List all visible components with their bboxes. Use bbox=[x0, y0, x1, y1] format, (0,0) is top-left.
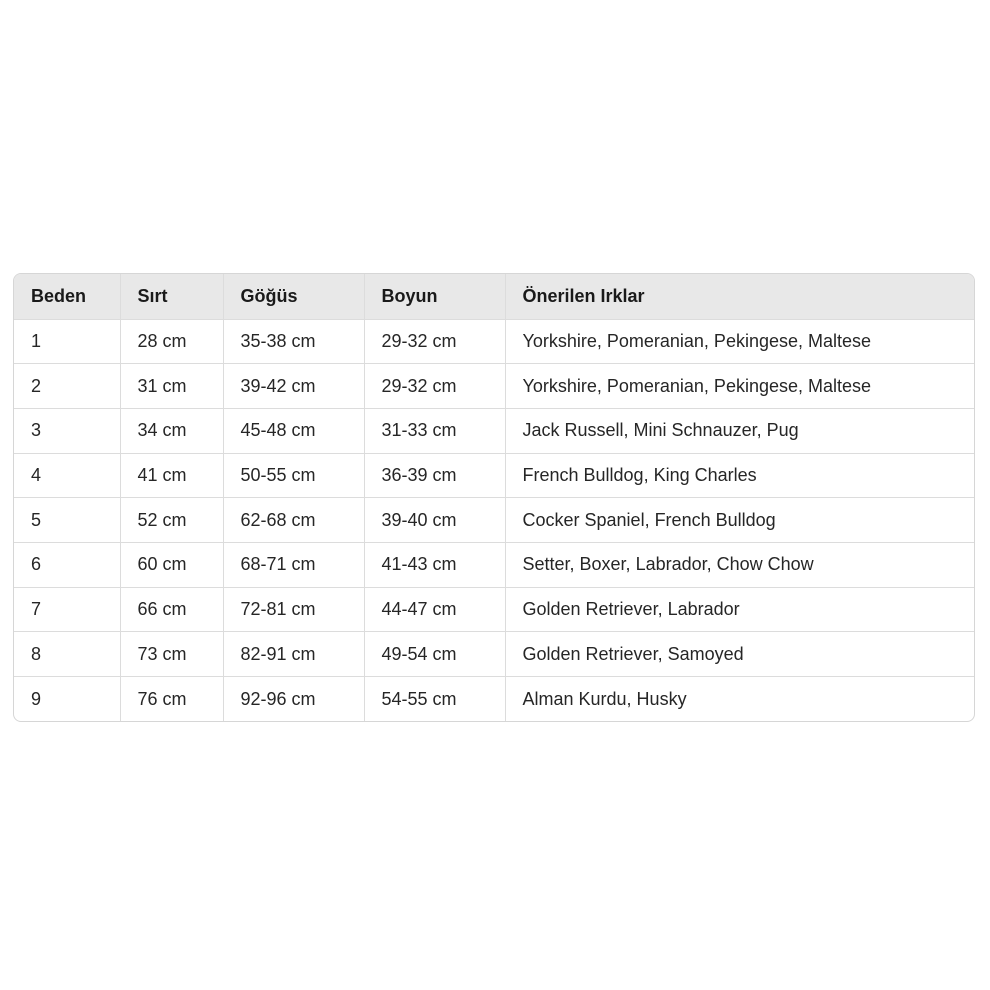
cell-beden: 2 bbox=[14, 364, 120, 409]
cell-sirt: 34 cm bbox=[120, 408, 223, 453]
cell-irklar: Golden Retriever, Labrador bbox=[505, 587, 974, 632]
cell-gogus: 68-71 cm bbox=[223, 542, 364, 587]
cell-beden: 9 bbox=[14, 677, 120, 722]
header-sirt: Sırt bbox=[120, 274, 223, 319]
cell-irklar: Yorkshire, Pomeranian, Pekingese, Maltese bbox=[505, 319, 974, 364]
cell-irklar: Setter, Boxer, Labrador, Chow Chow bbox=[505, 542, 974, 587]
cell-irklar: Cocker Spaniel, French Bulldog bbox=[505, 498, 974, 543]
table-row bbox=[14, 542, 974, 587]
cell-gogus: 35-38 cm bbox=[223, 319, 364, 364]
cell-boyun: 54-55 cm bbox=[364, 677, 505, 722]
table-row bbox=[14, 319, 974, 364]
cell-beden: 4 bbox=[14, 453, 120, 498]
cell-boyun: 36-39 cm bbox=[364, 453, 505, 498]
cell-irklar: French Bulldog, King Charles bbox=[505, 453, 974, 498]
table-header bbox=[14, 274, 974, 319]
cell-sirt: 73 cm bbox=[120, 632, 223, 677]
header-onerilen-irklar: Önerilen Irklar bbox=[505, 274, 974, 319]
cell-beden: 7 bbox=[14, 587, 120, 632]
cell-irklar: Alman Kurdu, Husky bbox=[522, 688, 687, 709]
table-body bbox=[14, 319, 974, 721]
table-row bbox=[14, 587, 974, 632]
cell-boyun: 49-54 cm bbox=[364, 632, 505, 677]
cell-gogus: 45-48 cm bbox=[223, 408, 364, 453]
table-row bbox=[14, 408, 974, 453]
cell-gogus: 39-42 cm bbox=[223, 364, 364, 409]
cell-sirt: 31 cm bbox=[120, 364, 223, 409]
cell-boyun: 44-47 cm bbox=[364, 587, 505, 632]
header-gogus: Göğüs bbox=[223, 274, 364, 319]
cell-boyun: 39-40 cm bbox=[364, 498, 505, 543]
cell-irklar: Golden Retriever, Samoyed bbox=[505, 632, 974, 677]
cell-beden: 8 bbox=[14, 632, 120, 677]
table-row bbox=[14, 364, 974, 409]
size-chart-table-container bbox=[13, 273, 975, 722]
table-row bbox=[14, 677, 974, 722]
cell-sirt: 28 cm bbox=[120, 319, 223, 364]
cell-sirt: 41 cm bbox=[120, 453, 223, 498]
cell-beden: 1 bbox=[14, 319, 120, 364]
cell-sirt: 66 cm bbox=[120, 587, 223, 632]
cell-sirt: 60 cm bbox=[120, 542, 223, 587]
cell-gogus: 72-81 cm bbox=[223, 587, 364, 632]
cell-gogus: 92-96 cm bbox=[223, 677, 364, 722]
cell-gogus: 50-55 cm bbox=[223, 453, 364, 498]
header-row bbox=[14, 274, 974, 319]
cell-beden: 6 bbox=[14, 542, 120, 587]
header-boyun: Boyun bbox=[364, 274, 505, 319]
cell-gogus: 82-91 cm bbox=[223, 632, 364, 677]
cell-beden: 5 bbox=[14, 498, 120, 543]
cell-boyun: 29-32 cm bbox=[364, 319, 505, 364]
cell-boyun: 29-32 cm bbox=[364, 364, 505, 409]
cell-gogus: 62-68 cm bbox=[223, 498, 364, 543]
table-row bbox=[14, 632, 974, 677]
cell-boyun: 41-43 cm bbox=[364, 542, 505, 587]
cell-irklar: Jack Russell, Mini Schnauzer, Pug bbox=[505, 408, 974, 453]
cell-sirt: 76 cm bbox=[120, 677, 223, 722]
table-row bbox=[14, 498, 974, 543]
cell-irklar: Yorkshire, Pomeranian, Pekingese, Maltese bbox=[505, 364, 974, 409]
table-row bbox=[14, 453, 974, 498]
header-beden: Beden bbox=[14, 274, 120, 319]
cell-beden: 3 bbox=[14, 408, 120, 453]
cell-sirt: 52 cm bbox=[120, 498, 223, 543]
cell-boyun: 31-33 cm bbox=[364, 408, 505, 453]
size-chart-table bbox=[14, 274, 974, 721]
